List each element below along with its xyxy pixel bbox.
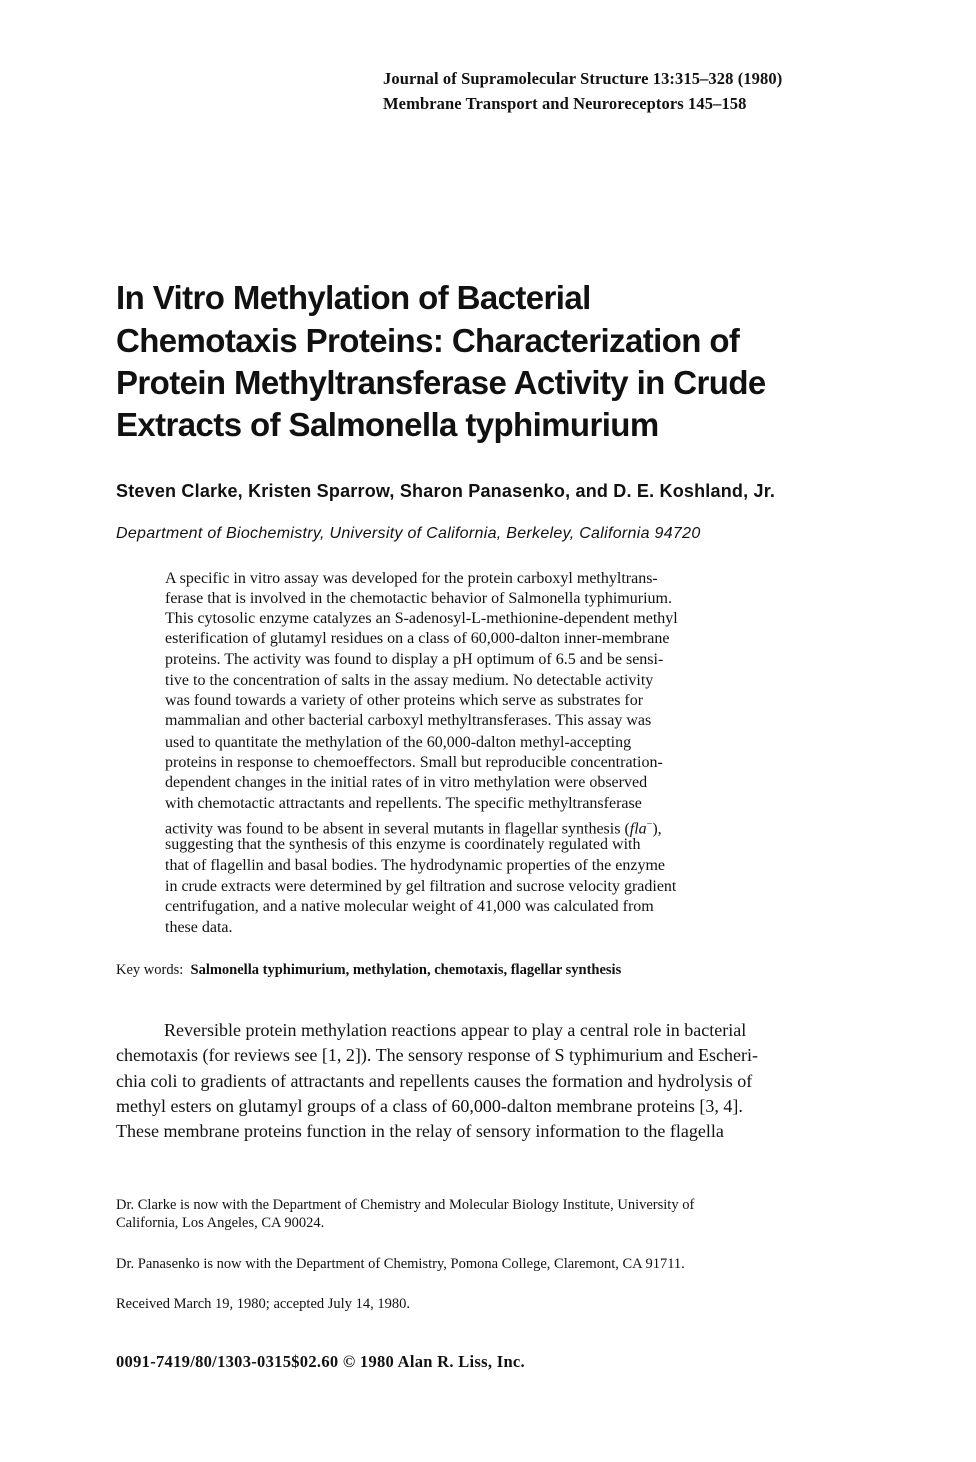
keywords-terms: Salmonella typhimurium, methylation, chemotaxis, flagellar synthesis <box>190 962 622 978</box>
received-date: Received March 19, 1980; accepted July 14, 1980. <box>116 1296 410 1312</box>
abstract-line: used to quantitate the methylation of the 60,000-dalton methyl-accepting <box>165 734 632 751</box>
body-line: These membrane proteins function in the relay of sensory information to the flagella <box>116 1121 724 1141</box>
title-line: In Vitro Methylation of Bacterial <box>116 279 591 316</box>
abstract-line: suggesting that the synthesis of this enzyme is coordinately regulated with <box>165 836 641 853</box>
affiliation: Department of Biochemistry, University of California, Berkeley, California 94720 <box>116 525 701 542</box>
title-line: Protein Methyltransferase Activity in Crude <box>116 364 766 401</box>
footnote-panasenko: Dr. Panasenko is now with the Department of Chemistry, Pomona College, Claremont, CA 91711. <box>116 1256 685 1272</box>
abstract-line: mammalian and other bacterial carboxyl methyltransferases. This assay was <box>165 712 652 729</box>
body-line: chia coli to gradients of attractants and repellents causes the formation and hydrolysis of <box>116 1071 753 1091</box>
keywords <box>116 962 621 979</box>
abstract-line: esterification of glutamyl residues on a class of 60,000-dalton inner-membrane <box>165 630 670 647</box>
journal-citation: Journal of Supramolecular Structure 13:315–328 (1980) <box>383 69 783 88</box>
title-line: Extracts of Salmonella typhimurium <box>116 406 659 443</box>
abstract-text: ), <box>652 820 662 838</box>
author-list: Steven Clarke, Kristen Sparrow, Sharon Panasenko, and D. E. Koshland, Jr. <box>116 481 776 501</box>
fla-gene-symbol: fla <box>629 820 647 838</box>
superscript-minus: − <box>646 819 653 830</box>
abstract-text: activity was found to be absent in several mutants in flagellar synthesis ( <box>165 820 630 838</box>
abstract-line: proteins. The activity was found to display a pH optimum of 6.5 and be sensi- <box>165 651 664 668</box>
abstract-line: centrifugation, and a native molecular weight of 41,000 was calculated from <box>165 898 654 915</box>
abstract-line: that of flagellin and basal bodies. The hydrodynamic properties of the enzyme <box>165 857 665 874</box>
abstract-line: was found towards a variety of other proteins which serve as substrates for <box>165 692 644 709</box>
abstract-line: This cytosolic enzyme catalyzes an S-adenosyl-L-methionine-dependent methyl <box>165 610 678 627</box>
abstract-line: in crude extracts were determined by gel filtration and sucrose velocity gradient <box>165 878 677 895</box>
abstract-line: proteins in response to chemoeffectors. Small but reproducible concentration- <box>165 754 663 771</box>
body-line: Reversible protein methylation reactions appear to play a central role in bacterial <box>164 1020 747 1040</box>
abstract-line: tive to the concentration of salts in the assay medium. No detectable activity <box>165 672 654 689</box>
abstract-line: A specific in vitro assay was developed for the protein carboxyl methyltrans- <box>165 570 658 587</box>
abstract-line: with chemotactic attractants and repellents. The specific methyltransferase <box>165 795 642 812</box>
abstract-line: ferase that is involved in the chemotactic behavior of Salmonella typhimurium. <box>165 590 672 607</box>
footnote-clarke-cont: California, Los Angeles, CA 90024. <box>116 1215 325 1231</box>
body-line: chemotaxis (for reviews see [1, 2]). The sensory response of S typhimurium and Escheri- <box>116 1045 758 1065</box>
series-citation: Membrane Transport and Neuroreceptors 145–158 <box>383 94 747 113</box>
abstract-line: dependent changes in the initial rates of in vitro methylation were observed <box>165 774 648 791</box>
keywords-label: Key words: <box>116 962 184 978</box>
title-line: Chemotaxis Proteins: Characterization of <box>116 322 740 359</box>
footnote-clarke: Dr. Clarke is now with the Department of Chemistry and Molecular Biology Institute, University of <box>116 1197 695 1213</box>
issn-copyright: 0091-7419/80/1303-0315$02.60 © 1980 Alan R. Liss, Inc. <box>116 1352 525 1371</box>
abstract-line: these data. <box>165 919 233 936</box>
body-line: methyl esters on glutamyl groups of a class of 60,000-dalton membrane proteins [3, 4]. <box>116 1096 743 1116</box>
